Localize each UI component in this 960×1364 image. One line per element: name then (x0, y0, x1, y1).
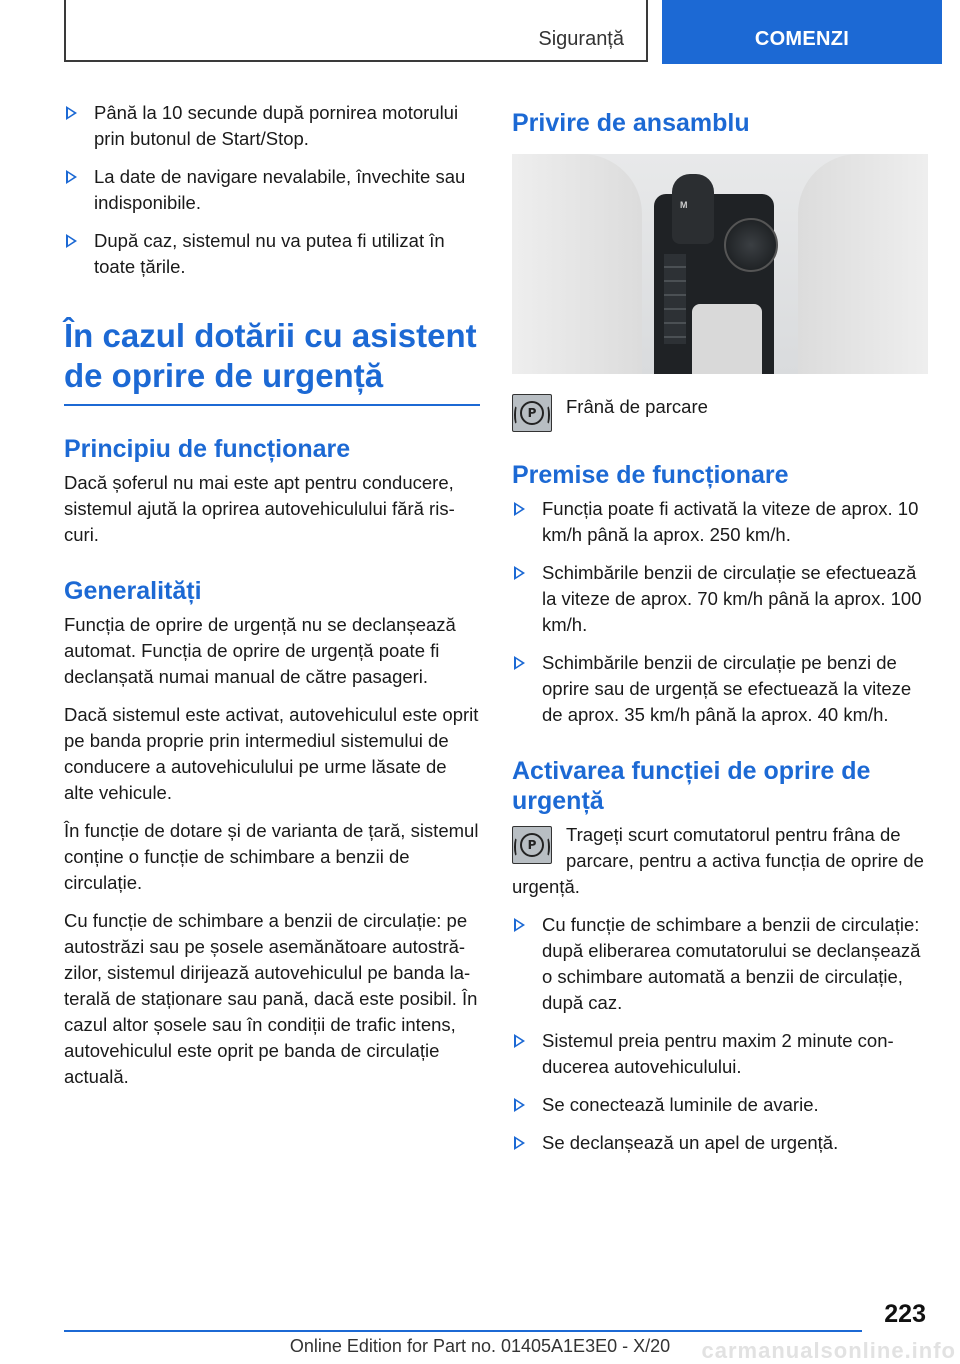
left-seat-shape (512, 154, 642, 374)
list-item: Se conectează luminile de avarie. (512, 1092, 928, 1118)
premise-bullet-list (512, 496, 928, 728)
edition-footer: Online Edition for Part no. 01405A1E3E0 - X/20 (289, 1336, 671, 1356)
general-paragraph-2: Dacă sistemul este activat, autovehiculul este oprit pe banda proprie prin intermediul sistemului de conducere a autovehiculului pe urme lăsate de alte vehicule. (64, 704, 479, 803)
right-seat-shape (798, 154, 928, 374)
overview-heading: Privire de ansamblu (512, 109, 750, 137)
triangle-bullet-icon (514, 566, 525, 580)
activation-heading: Activarea funcției de oprire de urgență (512, 757, 871, 815)
gear-selector-shape (672, 174, 714, 244)
console-buttons (664, 254, 686, 344)
section-title: Siguranță (538, 28, 624, 50)
parking-brake-legend (512, 394, 928, 432)
armrest-shape (692, 304, 762, 374)
general-paragraph-4: Cu funcție de schimbare a benzii de circulație: pe autostrăzi sau pe șosele asemănătoare autostrăzilor, sistemul dirijează autovehiculul pe banda laterală de staționare sau pană, dacă este posibil. În cazul altor șosele sau în condiții de trafic intens, autovehiculul este oprit pe banda de circulație actuală. (64, 910, 478, 1087)
general-paragraph-1: Funcția de oprire de urgență nu se declanșează automat. Funcția de oprire de urgență poate fi declanșată numai manual de către pasageri. (64, 614, 456, 687)
triangle-bullet-icon (66, 106, 77, 120)
activation-bullet-list (512, 912, 928, 1156)
activation-paragraph: P Trageți scurt comutatorul pentru frâna de parcare, pentru a activa funcția de oprire de urgență. (512, 824, 924, 897)
parking-brake-label: Frână de parcare (566, 396, 708, 417)
chapter-tab[interactable]: COMENZI (662, 0, 942, 64)
triangle-bullet-icon (514, 1136, 525, 1150)
triangle-bullet-icon (514, 1034, 525, 1048)
principle-paragraph: Dacă șoferul nu mai este apt pentru conducere, sistemul ajută la oprirea autovehiculului fără riscuri. (64, 472, 455, 545)
triangle-bullet-icon (514, 502, 525, 516)
list-item: Funcția poate fi activată la viteze de aprox. 10 km/h până la aprox. 250 km/h. (512, 496, 928, 548)
triangle-bullet-icon (514, 656, 525, 670)
right-column (512, 100, 928, 1170)
list-item: Sistemul preia pentru maxim 2 minute conducerea autovehiculului. (512, 1028, 928, 1080)
triangle-bullet-icon (66, 170, 77, 184)
list-item: Schimbările benzii de circulație se efectuează la viteze de aprox. 70 km/h până la aprox. 100 km/h. (512, 560, 928, 638)
list-item: Până la 10 secunde după pornirea motorului prin butonul de Start/Stop. (64, 100, 480, 152)
principle-heading: Principiu de funcționare (64, 435, 351, 463)
gear-selector-logo: M (680, 200, 688, 210)
premise-heading: Premise de funcționare (512, 461, 789, 489)
list-item: Schimbările benzii de circulație pe benzi de oprire sau de urgență se efectuează la viteze de aprox. 35 km/h până la aprox. 40 km/h. (512, 650, 928, 728)
general-heading: Generalități (64, 577, 202, 605)
triangle-bullet-icon (514, 918, 525, 932)
footer-divider (64, 1330, 862, 1332)
left-column (64, 100, 480, 1102)
main-heading: În cazul dotării cu asistent de oprire de urgență (64, 316, 480, 406)
watermark: carmanualsonline.info (701, 1338, 956, 1363)
triangle-bullet-icon (66, 234, 77, 248)
center-console-image (512, 154, 928, 374)
intro-bullet-list (64, 100, 480, 280)
general-paragraph-3: În funcție de dotare și de varianta de țară, sistemul conține o funcție de schimbare a benzii de circulație. (64, 820, 479, 893)
list-item: Se declanșează un apel de urgență. (512, 1130, 928, 1156)
list-item: Cu funcție de schimbare a benzii de circulație: după eliberarea comutatorului se declanșează o schimbare automată a benzii de circulație, după caz. (512, 912, 928, 1016)
list-item: După caz, sistemul nu va putea fi utilizat în toate țările. (64, 228, 480, 280)
triangle-bullet-icon (514, 1098, 525, 1112)
list-item: La date de navigare nevalabile, învechite sau indisponibile. (64, 164, 480, 216)
parking-brake-icon: P (512, 826, 552, 864)
controller-knob-shape (724, 218, 778, 272)
page-number: 223 (884, 1300, 926, 1328)
parking-brake-icon: P (512, 394, 552, 432)
